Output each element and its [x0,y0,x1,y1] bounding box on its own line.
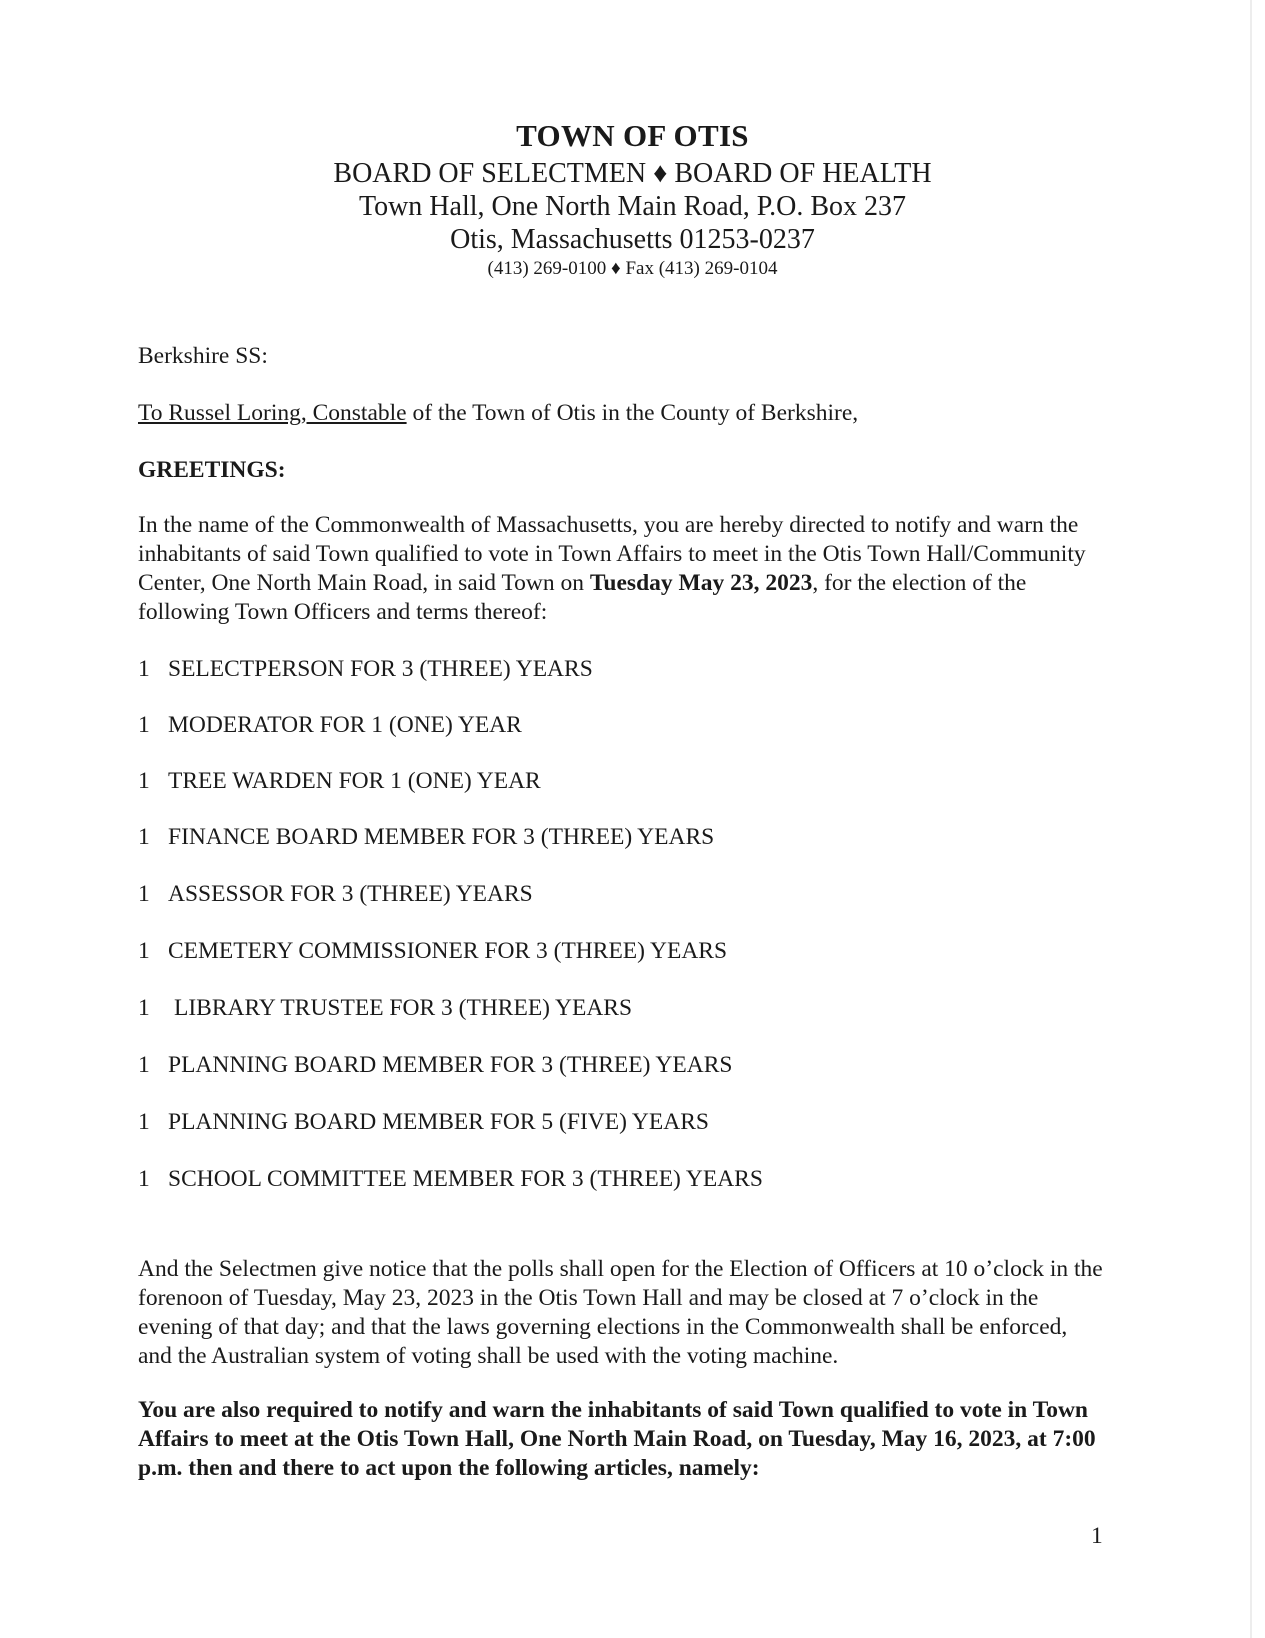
office-count: 1 [138,824,150,850]
office-title: SELECTPERSON FOR 3 (THREE) YEARS [168,656,593,682]
office-title: PLANNING BOARD MEMBER FOR 5 (FIVE) YEARS [168,1109,709,1135]
office-item [138,655,593,684]
office-count: 1 [138,1166,150,1192]
office-count: 1 [138,1052,150,1078]
town-title: TOWN OF OTIS [516,118,749,153]
office-item [138,767,541,796]
office-count: 1 [138,881,150,907]
phone-fax-line: (413) 269-0100 ♦ Fax (413) 269-0104 [487,258,778,279]
office-item [138,823,714,852]
office-title: ASSESSOR FOR 3 (THREE) YEARS [168,881,533,907]
office-item [138,994,632,1023]
office-item [138,1051,732,1080]
office-item [138,880,533,909]
office-title: MODERATOR FOR 1 (ONE) YEAR [168,712,522,738]
intro-paragraph [138,511,1103,627]
intro-date: Tuesday May 23, 2023 [589,570,813,596]
office-count: 1 [138,768,150,794]
constable-name: To Russel Loring, Constable [138,400,407,426]
office-count: 1 [138,1109,150,1135]
office-item [138,711,522,740]
office-count: 1 [138,712,150,738]
page-number: 1 [1091,1523,1103,1549]
office-count: 1 [138,656,150,682]
office-item [138,1108,709,1137]
office-title: LIBRARY TRUSTEE FOR 3 (THREE) YEARS [174,995,633,1021]
office-count: 1 [138,938,150,964]
office-title: CEMETERY COMMISSIONER FOR 3 (THREE) YEARS [168,938,728,964]
polls-notice: And the Selectmen give notice that the polls shall open for the Election of Officers at 10 o’clock in the forenoon of Tuesday, May 23, 2023 in the Otis Town Hall and may be closed at 7 o’clock in the evening of that day; and that the laws governing elections in the Commonwealth shall be enforced, and the Australian system of voting shall be used with the voting machine. [138,1256,1103,1369]
office-item [138,1165,763,1194]
greeting: GREETINGS: [138,457,286,483]
office-count: 1 [138,995,150,1021]
office-item [138,937,727,966]
address-line-2: Otis, Massachusetts 01253-0237 [450,224,815,255]
constable-rest: of the Town of Otis in the County of Berkshire, [406,400,859,426]
meeting-notice: You are also required to notify and warn the inhabitants of said Town qualified to vote in Town Affairs to meet at the Otis Town Hall, One North Main Road, on Tuesday, May 16, 2023, at 7:00 p.m. then and there to act upon the following articles, namely: [138,1397,1096,1481]
constable-line [138,399,1098,428]
office-title: SCHOOL COMMITTEE MEMBER FOR 3 (THREE) YEARS [168,1166,763,1192]
office-title: TREE WARDEN FOR 1 (ONE) YEAR [168,768,541,794]
office-title: PLANNING BOARD MEMBER FOR 3 (THREE) YEARS [168,1052,733,1078]
intro-text-1: In the name of the Commonwealth of Massachusetts, you are hereby directed to notify and warn the inhabitants of said Town qualified to vote in Town Affairs to meet in the Otis Town Hall/Community Center, One North Main Road, in said Town on [138,512,1086,596]
boards-line: BOARD OF SELECTMEN ♦ BOARD OF HEALTH [333,158,932,189]
office-title: FINANCE BOARD MEMBER FOR 3 (THREE) YEARS [168,824,715,850]
address-line-1: Town Hall, One North Main Road, P.O. Box 237 [358,191,907,222]
county-line: Berkshire SS: [138,343,268,369]
intro-text-2: , for the election of the following Town Officers and terms thereof: [138,570,1027,625]
